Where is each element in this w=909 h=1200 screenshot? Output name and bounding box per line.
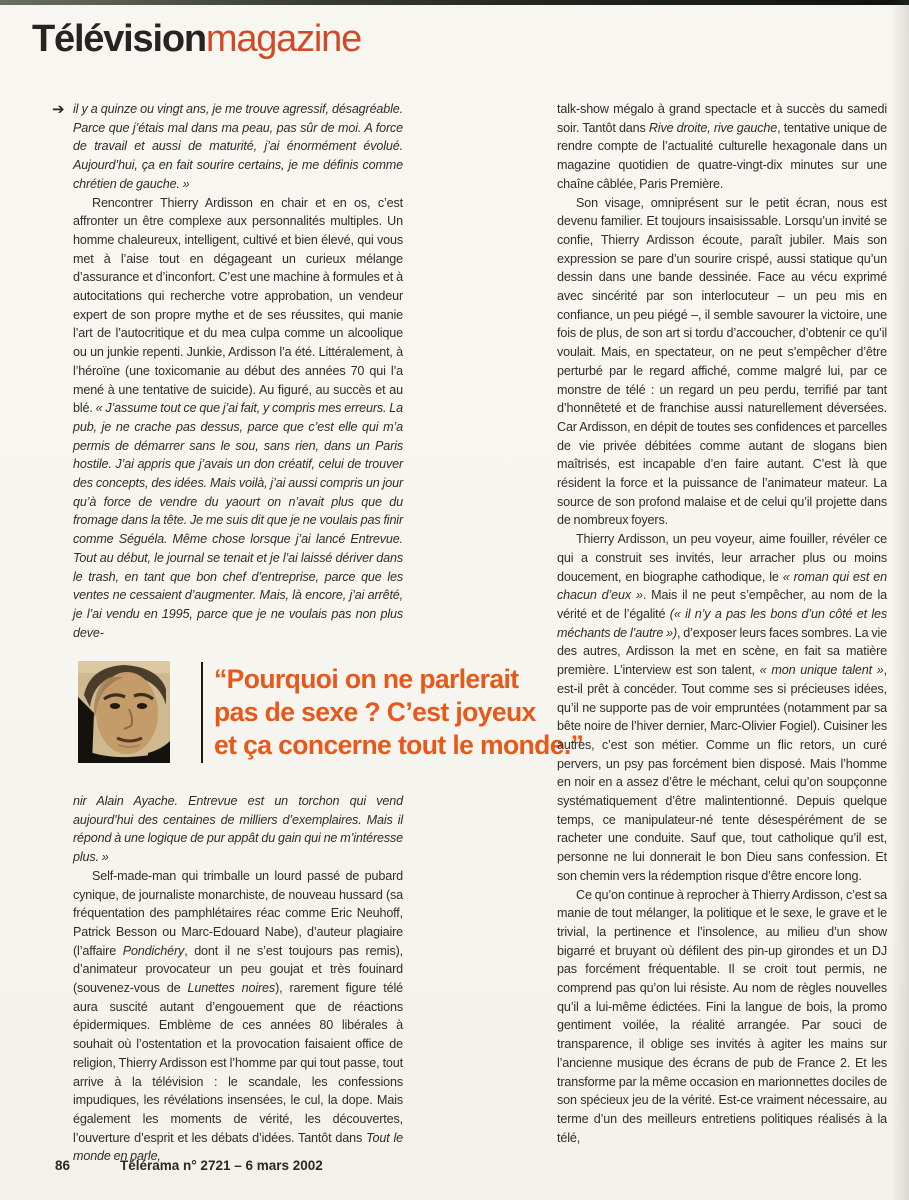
pull-quote-line: pas de sexe ? C’est joyeux (214, 696, 536, 727)
paragraph: ➔ il y a quinze ou vingt ans, je me trouve agressif, désagréable. Parce que j’étais mal dans ma peau, pas sûr de moi. A force de travail et aussi de maturité, j’ai énormément évolué. Aujourd’hui, ça en fait sourire certains, je me définis comme chrétien de gauche. » (52, 100, 403, 191)
paragraph: Self-made-man qui trimballe un lourd passé de pubard cynique, de journaliste monarchiste, de nouveau hussard (sa fréquentation des pamphlétaires réac comme Eric Neuhoff, Patrick Besson ou Marc-Edouard Nabe), d’auteur plagiaire (l’affaire Pondichéry, dont il ne s’est toujours pas remis), d’animateur provocateur un peu goujat et très fouinard (souvenez-vous de Lunettes noires), rarement figure télé aura suscité autant d’engouement que de réactions épidermiques. Emblème de ces années 80 libérales à souhait où l’ostentation et la provocation faisaient office de religion, Thierry Ardisson est l’homme par qui tout passe, tout arrive à la télévision : le scandale, les confessions impudiques, les révélations insensées, le cul, la dope. Mais également les moments de vérité, les découvertes, l’ouverture d’esprit et les débats d’idées. Tantôt dans Tout le monde en parle, (73, 868, 403, 1164)
paragraph: nir Alain Ayache. Entrevue est un torchon qui vend aujourd’hui des centaines de milliers d’exemplaires. Mais il répond à une logique de pur appât du gain qui ne m’intéresse plus. » (73, 794, 403, 865)
page-footer (55, 1158, 323, 1173)
paragraph: Rencontrer Thierry Ardisson en chair et en os, c’est affronter un être complexe aux personnalités multiples. Un homme chaleureux, intelligent, cultivé et bien élevé, qui vous met à l’aise tout en dégageant un curieux mélange d’assurance et d’inconfort. C’est une machine à formules et à autocitations qui recherche votre approbation, un vendeur expert de son propre mythe et de ses réussites, qui manie l’art de l’autocritique et du mea culpa comme un alcoolique ou un junkie repenti. Junkie, Ardisson l’a été. Littéralement, à l’héroïne (une toxicomanie au début des années 70 qui l’a mené à une tentative de suicide). Au figuré, au succès et au blé. « J’assume tout ce que j’ai fait, y compris mes erreurs. La pub, je ne crache pas dessus, parce que c’est elle qui m’a permis de démarrer sans le sou, sans rien, dans un Paris hostile. J’ai appris que j’avais un don créatif, celui de trouver des concepts, des idées. Mais voilà, j’ai aussi compris un jour qu’à force de vendre du yaourt on n’avait plus que du fromage dans la tête. Je me suis dit que je ne voulais pas finir comme Séguéla. Même chose lorsque j’ai lancé Entrevue. Tout au début, le journal se tenait et je l’ai laissé dériver dans le trash, en tant que bon chef d’entreprise, parce que les ventes ne cessaient d’augmenter. Mais, là encore, j’ai arrêté, je l’ai vendu en 1995, parce que je ne voulais pas non plus deve- (73, 195, 404, 640)
paragraph: talk-show mégalo à grand spectacle et à succès du samedi soir. Tantôt dans Rive droite, rive gauche, tentative unique de rendre compte de l’actualité culturelle hexagonale dans un magazine quotidien de quatre-vingt-dix minutes sur une chaîne câblée, Paris Première. (557, 102, 887, 191)
portrait-photo (78, 661, 170, 763)
masthead (32, 20, 361, 58)
pull-quote-line: et ça concerne tout le monde.” (214, 729, 584, 760)
pull-quote-line: “Pourquoi on ne parlerait (214, 663, 519, 694)
scan-right-edge (891, 0, 909, 1200)
issue-info: Télérama n° 2721 – 6 mars 2002 (120, 1158, 323, 1173)
article-column-left-bottom (73, 792, 403, 1164)
paragraph: Ce qu’on continue à reprocher à Thierry Ardisson, c’est sa manie de tout mélanger, la politique et le sexe, le grave et le trivial, la pertinence et l’insolence, au milieu d’un show bigarré et bruyant où défilent des pin-up girondes et un DJ pas forcément fréquentable. Il se croit tout permis, ne comprend pas qu’on lui résiste. Au nom de règles nouvelles qu’il a lui-même édictées. Fini la langue de bois, la promo gentiment voilée, la réalité arrangée. Par souci de transparence, il oblige ses invités à agiter les mains sur l’ancienne musique des écrans de pub de France 2. Et les transforme par la même occasion en marionnettes dociles de son spécieux jeu de la vérité. Est-ce vraiment nécessaire, au terme d’un des meilleurs entretiens politiques réalisés à la télé, (557, 887, 887, 1145)
continuation-arrow-icon: ➔ (52, 100, 65, 118)
scan-top-edge (0, 0, 909, 5)
masthead-magazine-label: magazine (205, 18, 362, 60)
article-column-right (557, 100, 887, 1178)
page-number: 86 (55, 1158, 71, 1173)
photo-quote-divider (201, 662, 203, 763)
paragraph: Son visage, omniprésent sur le petit écran, nous est devenu familier. Et toujours insaisissable. Lorsqu’un invité se confie, Thierry Ardisson écoute, paraît jubiler. Mais son expression se pare d’un sourire crispé, aussi statique qu’un dessin dans une bande dessinée. Face au vécu exprimé avec sincérité par son interlocuteur – un peu mis en confiance, un peu piégé –, il semble savourer la victoire, une fois de plus, de son art si tordu d’accoucher, d’obtenir ce qu’il voulait. Mais, en spectateur, on ne peut s’empêcher d’être perturbé par le regard affiché, comme malgré lui, par ce monstre de télé : un regard un peu perdu, terrifié par tant d’honnêteté et de franchise aussi naturellement déversées. Car Ardisson, en dépit de toutes ses confidences et parcelles de vie privée débitées comme autant de slogans bien maîtrisés, est incapable d’en faire autant. C’est là que résident la force et la puissance de l’animateur mateur. La source de son profond malaise et de celui qu’il projette dans de nombreux foyers. (557, 195, 887, 528)
paragraph: Thierry Ardisson, un peu voyeur, aime fouiller, révéler ce qui a construit ses invités, leur arracher plus ou moins doucement, en biographe cathodique, le « roman qui est en chacun d’eux ». Mais il ne peut s’empêcher, au nom de la vérité et de l’égalité (« il n’y a pas les bons d’un côté et les méchants de l’autre »), d’exposer leurs faces sombres. La vie des autres, Ardisson la met en scène, en fait sa matière première. L’interview est son talent, « mon unique talent », est-il prêt à concéder. Tout comme ses si précieuses idées, qu’il ne supporte pas de voir empruntées (notamment par sa bête noire de l’hiver dernier, Marc-Olivier Fogiel). Cuisiner les autres, c’est son métier. Comme un flic retors, un curé pervers, un psy pas forcément bien disposé. Mais l’homme en noir en a assez d’être le méchant, celui qu’on soupçonne systématiquement d’être malintentionné. Depuis quelque temps, ce manipulateur-né tente désespérément de se racheter une conduite. Sauf que, tout catholique qu’il est, personne ne lui donnerait le bon Dieu sans confession. Et son chemin vers la rédemption risque d’être encore long. (557, 532, 888, 883)
pull-quote-figure (78, 661, 583, 763)
article-column-left-top (52, 100, 404, 661)
pull-quote (214, 663, 583, 762)
masthead-television-label: Télévision (32, 18, 206, 60)
